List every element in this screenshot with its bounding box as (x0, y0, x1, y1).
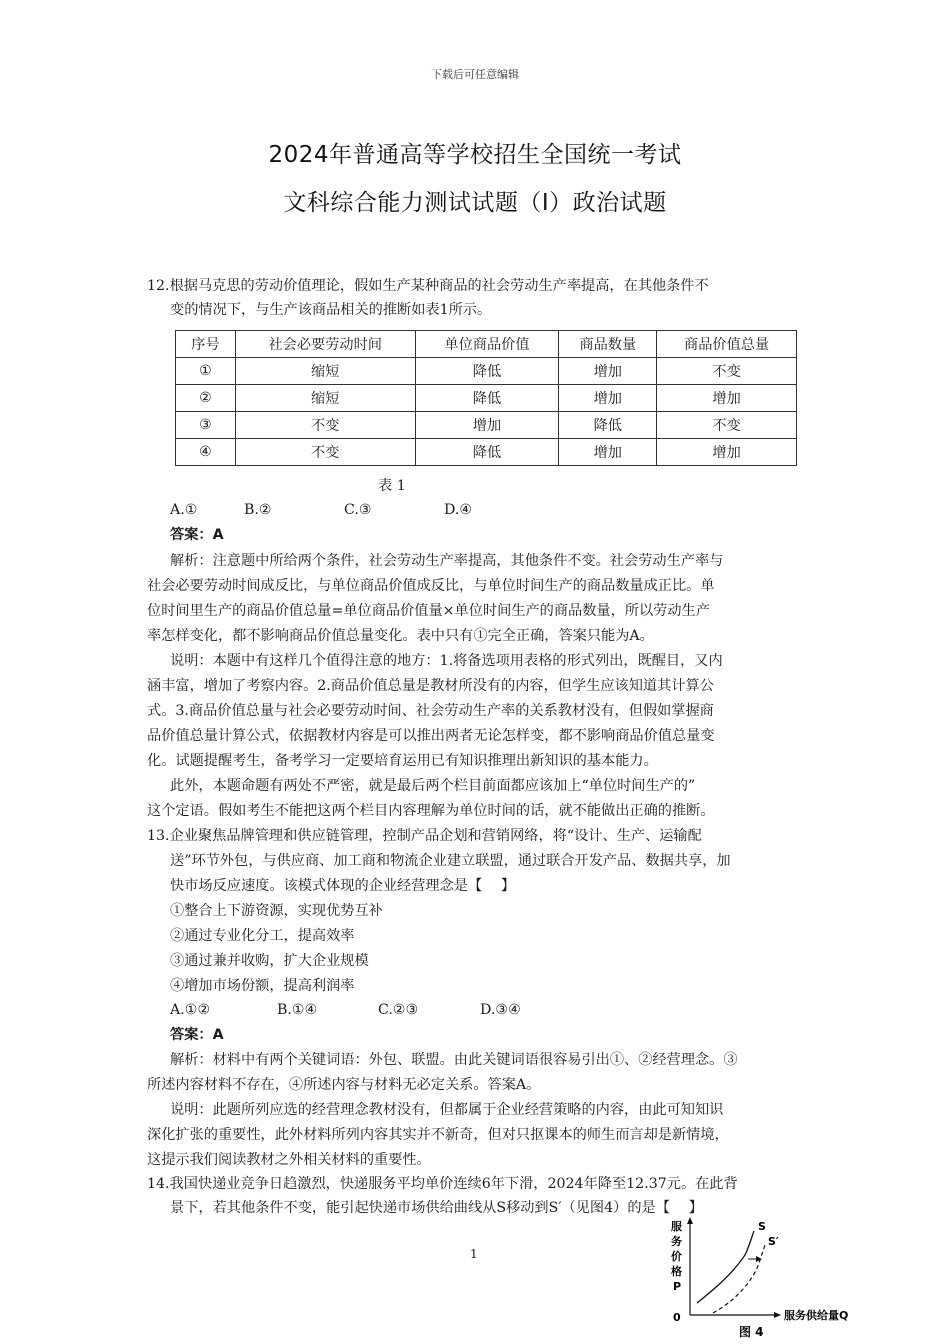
q12-stem-line-1: 12.根据马克思的劳动价值理论，假如生产某种商品的社会劳动生产率提高，在其他条件不 (147, 278, 709, 294)
table-header-row (176, 331, 797, 358)
curve-s-prime-label: S′ (768, 1235, 779, 1248)
table-cell: ② (176, 385, 236, 412)
q14-stem-line: 景下，若其他条件不变，能引起快递市场供给曲线从S移动到S′（见图4）的是【 】 (170, 1200, 703, 1216)
table-cell: 增加 (657, 439, 797, 466)
table-cell: 降低 (559, 412, 657, 439)
table-cell: 增加 (657, 385, 797, 412)
table-row (176, 385, 797, 412)
y-axis-label-char: 服 (671, 1220, 682, 1233)
q13-analysis-line: 所述内容材料不存在，④所述内容与材料无必定关系。答案A。 (147, 1077, 541, 1093)
q12-note-line: 说明：本题中有这样几个值得注意的地方：1.将备选项用表格的形式列出，既醒目，又内 (170, 653, 723, 669)
table-cell: 不变 (235, 439, 415, 466)
q12-analysis-line: 解析：注意题中所给两个条件，社会劳动生产率提高，其他条件不变。社会劳动生产率与 (170, 553, 724, 569)
q12-analysis-line: 位时间里生产的商品价值总量=单位商品价值量×单位时间生产的商品数量，所以劳动生产 (147, 603, 710, 619)
table-row (176, 439, 797, 466)
table-header-cell: 商品数量 (559, 331, 657, 358)
y-axis-label-char: 格 (671, 1265, 682, 1278)
q13-option-c: C.②③ (378, 1002, 419, 1018)
q13-choice: ②通过专业化分工，提高效率 (170, 928, 355, 944)
table-header-cell: 序号 (176, 331, 236, 358)
table-header-cell: 社会必要劳动时间 (235, 331, 415, 358)
q13-answer: 答案：A (170, 1027, 224, 1043)
q13-stem-line: 13.企业聚焦品牌管理和供应链管理，控制产品企划和营销网络，将“设计、生产、运输配 (147, 828, 702, 844)
table-cell: 增加 (559, 439, 657, 466)
table-cell: 降低 (415, 358, 559, 385)
table-cell: 增加 (415, 412, 559, 439)
supply-curve-s (697, 1231, 754, 1303)
q12-extra-line: 这个定语。假如考生不能把这两个栏目内容理解为单位时间的话，就不能做出正确的推断。 (147, 803, 715, 819)
q13-choice: ④增加市场份额，提高利润率 (170, 978, 355, 994)
exam-subtitle: 文科综合能力测试试题（I）政治试题 (283, 190, 667, 216)
q12-option-a: A.① (170, 502, 198, 518)
q13-option-d: D.③④ (480, 1002, 521, 1018)
q12-note-line: 化。试题提醒考生，备考学习一定要培育运用已有知识推理出新知识的基本能力。 (147, 753, 658, 769)
q12-option-b: B.② (244, 502, 272, 518)
figure-4-supply-graph (655, 1215, 885, 1340)
table-cell: 不变 (657, 412, 797, 439)
shift-arrow-head (756, 1256, 762, 1262)
q12-analysis-line: 率怎样变化，都不影响商品价值总量变化。表中只有①完全正确，答案只能为A。 (147, 628, 654, 644)
q12-extra-line: 此外，本题命题有两处不严密，就是最后两个栏目前面都应该加上“单位时间生产的” (170, 778, 696, 794)
table-header-cell: 商品价值总量 (657, 331, 797, 358)
y-axis-label-char: 务 (671, 1235, 682, 1248)
curve-s-label: S (758, 1220, 766, 1233)
q12-analysis-line: 社会必要劳动时间成反比，与单位商品价值成反比，与单位时间生产的商品数量成正比。单 (147, 578, 715, 594)
table-cell: 不变 (657, 358, 797, 385)
q13-analysis-line: 解析：材料中有两个关键词语：外包、联盟。由此关键词语很容易引出①、②经营理念。③ (170, 1052, 738, 1068)
table-cell: ③ (176, 412, 236, 439)
q13-note-line: 深化扩张的重要性，此外材料所列内容其实并不新奇，但对只抠课本的师生而言却是新情境， (147, 1127, 729, 1143)
y-axis-label-char: 价 (671, 1250, 682, 1263)
origin-label: 0 (673, 1311, 681, 1324)
q13-stem-line: 快市场反应速度。该模式体现的企业经营理念是【 】 (170, 878, 516, 894)
q13-stem-line: 送”环节外包，与供应商、加工商和物流企业建立联盟，通过联合开发产品、数据共享，加 (170, 853, 731, 869)
header-note: 下载后可任意编辑 (431, 68, 519, 81)
table-cell: 增加 (559, 385, 657, 412)
q12-stem-line-2: 变的情况下，与生产该商品相关的推断如表1所示。 (170, 302, 492, 318)
figure-caption: 图 4 (739, 1325, 764, 1339)
q12-note-line: 式。3.商品价值总量与社会必要劳动时间、社会劳动生产率的关系教材没有，但假如掌握商 (147, 703, 714, 719)
y-axis-label-char: P (673, 1280, 682, 1293)
q12-note-line: 涵丰富，增加了考察内容。2.商品价值总量是教材所没有的内容，但学生应该知道其计算公 (147, 678, 714, 694)
table-caption: 表 1 (378, 478, 406, 494)
table-cell: 不变 (235, 412, 415, 439)
supply-curve-s-prime (713, 1245, 765, 1313)
table-row (176, 412, 797, 439)
table-cell: 降低 (415, 439, 559, 466)
y-axis-arrow (687, 1217, 693, 1224)
q13-choice: ③通过兼并收购，扩大企业规模 (170, 953, 369, 969)
q12-answer: 答案：A (170, 527, 224, 543)
q13-choice: ①整合上下游资源，实现优势互补 (170, 903, 383, 919)
table-header-cell: 单位商品价值 (415, 331, 559, 358)
table-row (176, 358, 797, 385)
x-axis-arrow (774, 1312, 781, 1318)
q12-option-d: D.④ (444, 502, 473, 518)
q13-option-b: B.①④ (277, 1002, 318, 1018)
q12-table (175, 330, 797, 466)
table-cell: 缩短 (235, 385, 415, 412)
table-cell: ④ (176, 439, 236, 466)
x-axis-label: 服务供给量Q (784, 1309, 849, 1322)
q14-stem-line: 14.我国快递业竞争日趋激烈，快递服务平均单价连续6年下滑，2024年降至12.37元。在此背 (147, 1176, 738, 1192)
q13-note-line: 这提示我们阅读教材之外相关材料的重要性。 (147, 1152, 431, 1168)
table-cell: 缩短 (235, 358, 415, 385)
q13-option-a: A.①② (170, 1002, 211, 1018)
table-cell: 降低 (415, 385, 559, 412)
q13-note-line: 说明：此题所列应选的经营理念教材没有，但都属于企业经营策略的内容，由此可知知识 (170, 1102, 724, 1118)
q12-note-line: 品价值总量计算公式，依据教材内容是可以推出两者无论怎样变，都不影响商品价值总量变 (147, 728, 715, 744)
exam-title: 2024年普通高等学校招生全国统一考试 (268, 142, 682, 168)
table-cell: ① (176, 358, 236, 385)
page-number: 1 (470, 1247, 478, 1261)
q12-option-c: C.③ (344, 502, 372, 518)
table-cell: 增加 (559, 358, 657, 385)
